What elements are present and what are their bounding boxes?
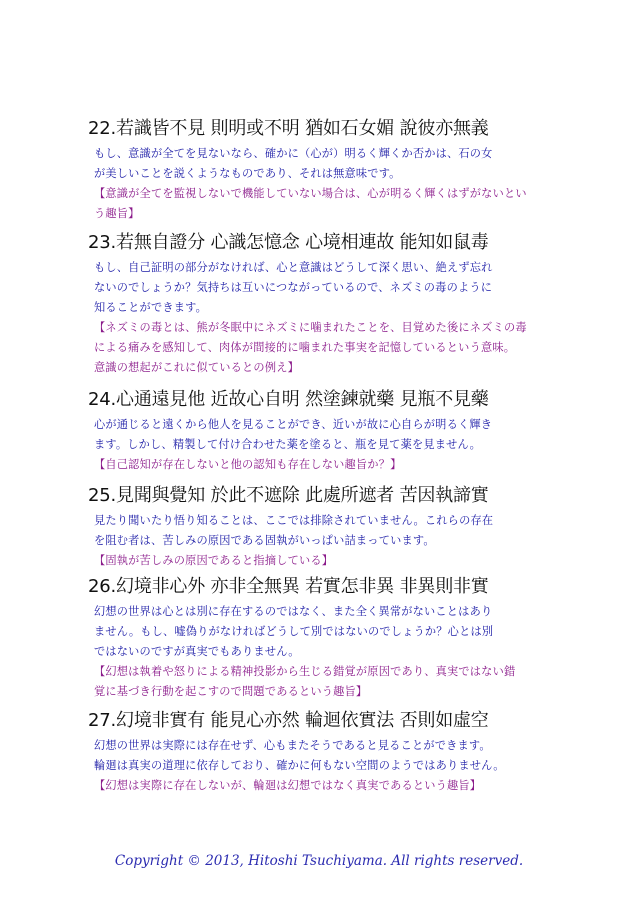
- verse-body: [94, 602, 568, 702]
- commentary-line: う趣旨】: [94, 207, 140, 220]
- commentary-line: 【ネズミの毒とは、熊が冬眠中にネズミに噛まれたことを、目覚めた後にネズミの毒: [94, 321, 527, 334]
- translation-line: を阻む者は、苦しみの原因である固執がいっぱい詰まっています。: [94, 534, 435, 547]
- verse-title: 25.見聞與覺知 於此不遮除 此處所遮者 苦因執諦實: [88, 485, 489, 506]
- translation-line: 輪廻は真実の道理に依存しており、確かに何もない空間のようではありません。: [94, 759, 505, 772]
- verse-body: [94, 415, 568, 475]
- copyright-footer: Copyright © 2013, Hitoshi Tsuchiyama. All rights reserved.: [114, 853, 524, 869]
- verse-block: [88, 575, 568, 702]
- commentary-line: 【固執が苦しみの原因であると指摘している】: [94, 554, 334, 567]
- verse-block: [88, 484, 568, 571]
- commentary-line: 【意識が全てを監視しないで機能していない場合は、心が明るく輝くはずがないとい: [94, 187, 527, 200]
- verse-title: 26.幻境非心外 亦非全無異 若實怎非異 非異則非實: [88, 576, 489, 597]
- translation-line: ます。しかし、精製して付け合わせた薬を塗ると、瓶を見て薬を見ません。: [94, 438, 481, 451]
- commentary-line: 【幻想は執着や怒りによる精神投影から生じる錯覚が原因であり、真実ではない錯: [94, 665, 516, 678]
- verse-title: 27.幻境非實有 能見心亦然 輪迴依實法 否則如虛空: [88, 710, 489, 731]
- commentary-line: 【自己認知が存在しないと他の認知も存在しない趣旨か？】: [94, 458, 402, 471]
- commentary-line: 【幻想は実際に存在しないが、輪廻は幻想ではなく真実であるという趣旨】: [94, 779, 482, 792]
- translation-line: 幻想の世界は実際には存在せず、心もまたそうであると見ることができます。: [94, 739, 491, 752]
- commentary-line: 覚に基づき行動を起こすので問題であるという趣旨】: [94, 685, 368, 698]
- commentary-line: による痛みを感知して、肉体が間接的に噛まれた事実を記憶しているという意味。: [94, 341, 516, 354]
- translation-line: 心が通じると遠くから他人を見ることができ、近いが故に心自らが明るく輝き: [94, 418, 493, 431]
- verse-block: [88, 709, 568, 796]
- translation-line: 見たり聞いたり悟り知ることは、ここでは排除されていません。これらの存在: [94, 514, 494, 527]
- verse-body: [94, 258, 568, 378]
- translation-line: 幻想の世界は心とは別に存在するのではなく、また全く異常がないことはあり: [94, 605, 493, 618]
- verse-title: 24.心通遠見他 近故心自明 然塗鍊就藥 見瓶不見藥: [88, 389, 489, 410]
- translation-line: ません。もし、嘘偽りがなければどうして別ではないのでしょうか？心とは別: [94, 625, 494, 638]
- verse-body: [94, 736, 568, 796]
- commentary-line: 意識の想起がこれに似ているとの例え】: [94, 361, 299, 374]
- translation-line: もし、自己証明の部分がなければ、心と意識はどうして深く思い、絶えず忘れ: [94, 261, 493, 274]
- translation-line: が美しいことを説くようなものであり、それは無意味です。: [94, 167, 401, 180]
- verse-block: [88, 388, 568, 475]
- verse-body: [94, 511, 568, 571]
- verse-title: 23.若無自證分 心識怎憶念 心境相連故 能知如鼠毒: [88, 232, 489, 253]
- verse-body: [94, 144, 568, 224]
- translation-line: ないのでしょうか？気持ちは互いにつながっているので、ネズミの毒のように: [94, 281, 493, 294]
- translation-line: もし、意識が全てを見ないなら、確かに（心が）明るく輝くか否かは、石の女: [94, 147, 493, 160]
- translation-line: ではないのですが真実でもありません。: [94, 645, 300, 658]
- verse-block: [88, 231, 568, 378]
- verse-block: [88, 117, 568, 224]
- translation-line: 知ることができます。: [94, 301, 207, 314]
- verse-title: 22.若識皆不見 則明或不明 猶如石女媚 說彼亦無義: [88, 118, 489, 139]
